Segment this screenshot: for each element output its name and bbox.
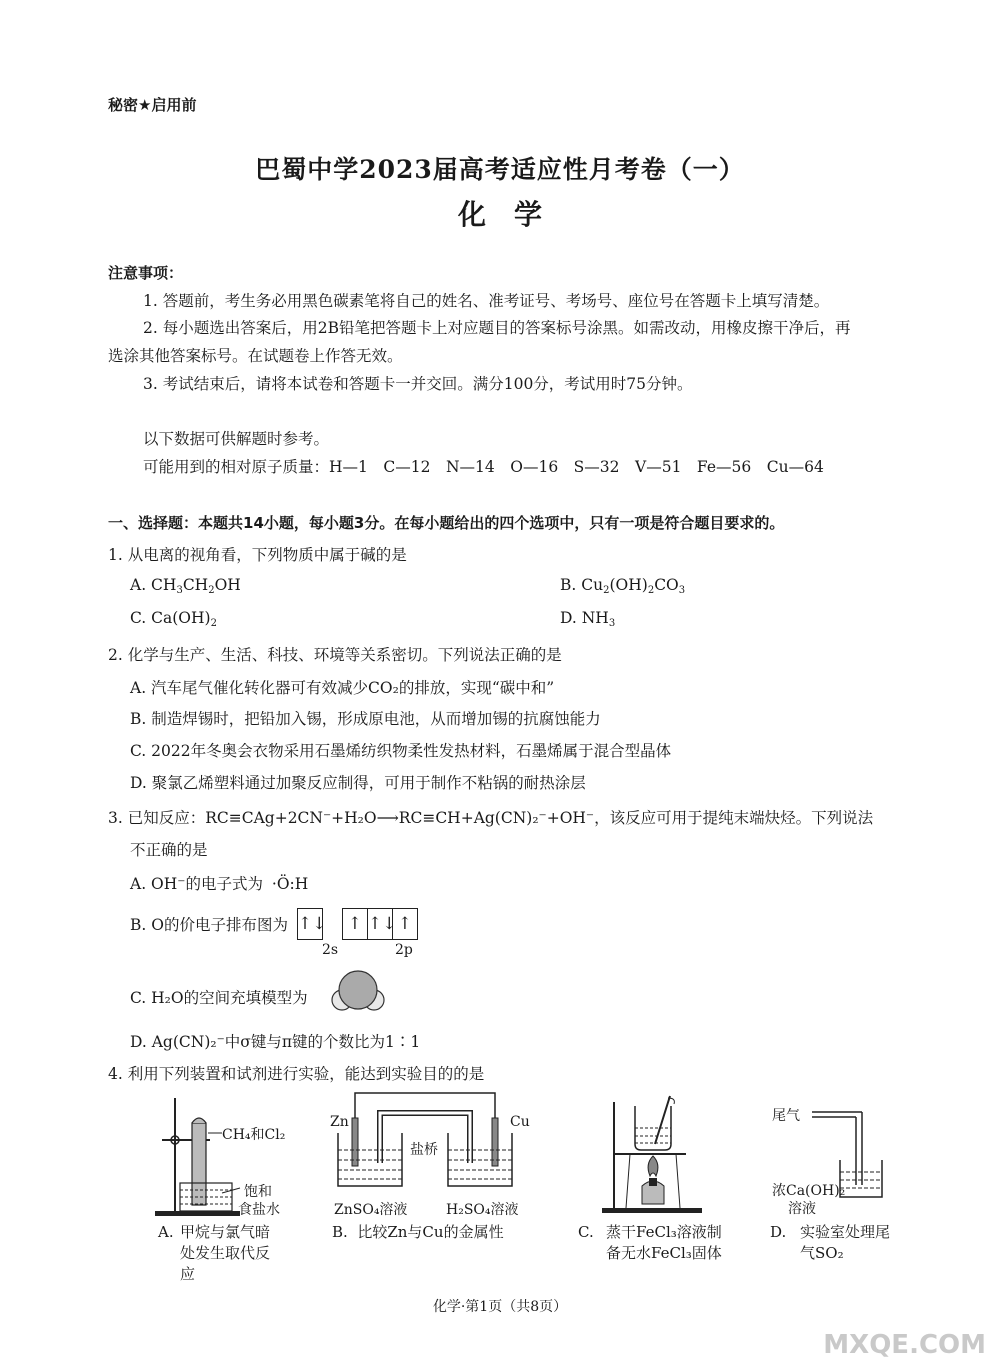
option-label: B. [560,576,577,594]
option-label: C. [130,609,147,627]
atomic-masses: 可能用到的相对原子质量：H—1 C—12 N—14 O—16 S—32 V—51 Fe—56 Cu—64 [143,458,824,476]
figure-a-apparatus [150,1095,245,1220]
caption-label: B. [332,1223,348,1241]
reference-intro: 以下数据可供解题时参考。 [143,430,330,448]
question-1-option-b: B. $Cu_2(OH)_2CO_3$ [560,576,686,596]
orbital-arrow: ↑↓ [368,909,393,939]
orbital-arrow: ↑↓ [297,914,327,934]
figure-b-left-solution: ZnSO₄溶液 [334,1202,408,1218]
question-2-option-d: D. 聚氯乙烯塑料通过加聚反应制得，可用于制作不粘锅的耐热涂层 [130,774,586,792]
figure-a-liquid-label-1: 饱和 [244,1184,272,1200]
orbital-label-2s: 2s [322,942,339,958]
question-2-option-b: B. 制造焊锡时，把铅加入锡，形成原电池，从而增加锡的抗腐蚀能力 [130,710,601,728]
figure-a-caption [158,1222,270,1285]
figure-c-caption [578,1222,726,1264]
orbital-label-2p: 2p [395,942,413,958]
caption-text: 甲烷与氯气暗处发生取代反应 [180,1223,271,1283]
secret-label: 秘密★启用前 [108,96,197,114]
question-1-option-d: D. $NH_3$ [560,609,616,629]
notice-item-2-line-1: 2. 每小题选出答案后，用2B铅笔把答题卡上对应题目的答案标号涂黑。如需改动，用橡皮擦干净后，再 [143,319,851,337]
caption-text: 实验室处理尾气SO₂ [800,1223,891,1262]
question-1-option-a: A. $CH_3CH_2OH$ [130,576,241,596]
notice-heading: 注意事项： [108,264,184,282]
figure-d-gas-label: 尾气 [772,1108,800,1124]
option-text: B. O的价电子排布图为 [130,916,288,934]
figure-b-zn-label: Zn [330,1114,349,1130]
caption-text: 比较Zn与Cu的金属性 [357,1223,504,1241]
figure-d-caption [770,1222,900,1264]
option-label: D. [560,609,577,627]
figure-b-bridge-label: 盐桥 [410,1142,438,1158]
caption-label: A. [158,1223,174,1241]
option-text: A. OH⁻的电子式为 [130,875,263,893]
orbital-arrow: ↑ [397,914,412,934]
question-1-option-c: C. $Ca(OH)_2$ [130,609,217,629]
question-4-stem: 4. 利用下列装置和试剂进行实验，能达到实验目的的是 [108,1065,485,1083]
figure-a-gas-label: CH₄和Cl₂ [222,1127,286,1143]
page-footer: 化学·第1页（共8页） [432,1299,568,1315]
figure-b-caption [332,1222,504,1243]
subject-title: 化学 [457,198,570,231]
question-2-option-a: A. 汽车尾气催化转化器可有效减少CO₂的排放，实现“碳中和” [130,679,555,697]
option-label: A. [130,576,147,594]
question-3-option-d: D. Ag(CN)₂⁻中σ键与π键的个数比为1∶1 [130,1033,421,1051]
figure-a-liquid-label-2: 食盐水 [238,1202,280,1218]
figure-c-apparatus [600,1092,710,1217]
caption-label: C. [578,1223,594,1241]
exam-title: 巴蜀中学2023届高考适应性月考卷（一） [255,155,745,184]
orbital-box-2p [342,908,418,940]
question-3-option-a [130,872,308,894]
figure-b-cu-label: Cu [510,1114,530,1130]
question-3-option-b [130,908,418,940]
caption-text: 蒸干FeCl₃溶液制备无水FeCl₃固体 [606,1223,722,1262]
notice-item-3: 3. 考试结束后，请将本试卷和答题卡一并交回。满分100分，考试用时75分钟。 [143,375,693,393]
question-2-stem: 2. 化学与生产、生活、科技、环境等关系密切。下列说法正确的是 [108,646,562,664]
electron-formula: ·Ö:H [271,875,309,893]
notice-item-1: 1. 答题前，考生务必用黑色碳素笔将自己的姓名、准考证号、考场号、座位号在答题卡上填写清楚。 [143,292,830,310]
figure-d-solution-label-1: 浓Ca(OH)₂ [772,1183,846,1199]
section-heading: 一、选择题：本题共14小题，每小题3分。在每小题给出的四个选项中，只有一项是符合题目要求的。 [108,514,785,532]
orbital-box-2s [297,908,327,940]
question-3-stem-line-2: 不正确的是 [130,841,208,859]
question-3-stem-line-1: 3. 已知反应：RC≡CAg+2CN⁻+H₂O⟶RC≡CH+Ag(CN)₂⁻+OH⁻，该反应可用于提纯末端炔烃。下列说法 [108,809,874,827]
question-1-stem: 1. 从电离的视角看，下列物质中属于碱的是 [108,546,407,564]
watermark-logo: MXQE.COM [823,1330,986,1360]
figure-b-right-solution: H₂SO₄溶液 [446,1202,519,1218]
notice-item-2-line-2: 选涂其他答案标号。在试题卷上作答无效。 [108,347,403,365]
water-space-filling-model [330,968,386,1014]
figure-d-solution-label-2: 溶液 [788,1201,816,1217]
caption-label: D. [770,1223,787,1241]
question-2-option-c: C. 2022年冬奥会衣物采用石墨烯纺织物柔性发热材料，石墨烯属于混合型晶体 [130,742,672,760]
orbital-arrow: ↑ [343,909,368,939]
question-3-option-c: C. H₂O的空间充填模型为 [130,989,308,1007]
